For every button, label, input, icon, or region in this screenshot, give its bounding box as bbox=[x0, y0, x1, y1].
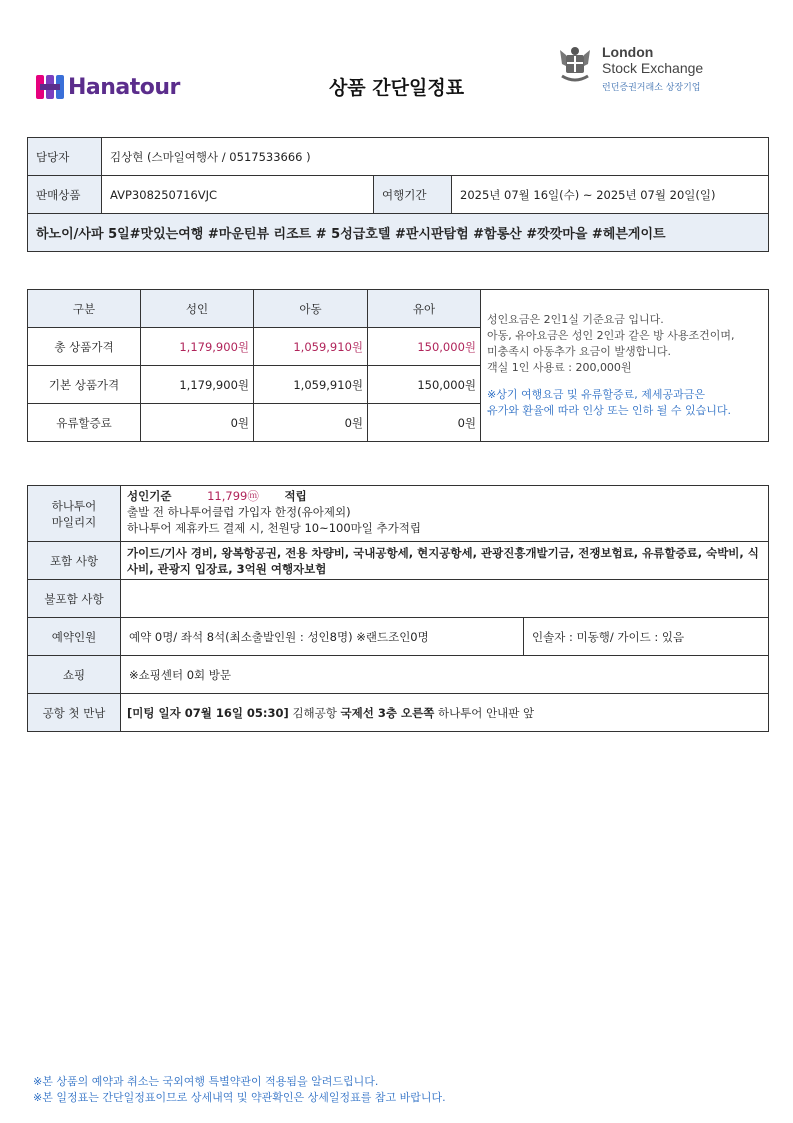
price-table bbox=[27, 289, 769, 442]
row-label: 총 상품가격 bbox=[28, 328, 141, 366]
included-label: 포함 사항 bbox=[28, 542, 121, 580]
manager-value: 김상현 (스마일여행사 / 0517533666 ) bbox=[102, 138, 769, 176]
row-label: 기본 상품가격 bbox=[28, 366, 141, 404]
booking-value: 예약 0명/ 좌석 8석(최소출발인원 : 성인8명) ※랜드조인0명 bbox=[121, 618, 524, 656]
travel-period-label: 여행기간 bbox=[374, 176, 452, 214]
price-note-line: 성인요금은 2인1실 기준요금 입니다. bbox=[487, 313, 664, 326]
infant-price: 150,000원 bbox=[368, 366, 481, 404]
mileage-label bbox=[28, 486, 121, 542]
product-code-label: 판매상품 bbox=[28, 176, 102, 214]
lse-name-line1: London bbox=[602, 44, 654, 60]
shopping-label: 쇼핑 bbox=[28, 656, 121, 694]
lse-crest-icon bbox=[556, 44, 594, 84]
mileage-earn: 적립 bbox=[284, 489, 307, 503]
product-title: 하노이/사파 5일#맛있는여행 #마운틴뷰 리조트 # 5성급호텔 #판시판탐험 #함롱산 #깟깟마을 #헤븐게이트 bbox=[28, 214, 769, 252]
price-warning bbox=[487, 387, 768, 419]
booking-label: 예약인원 bbox=[28, 618, 121, 656]
price-header-adult: 성인 bbox=[141, 290, 254, 328]
travel-period-value: 2025년 07월 16일(수) ~ 2025년 07월 20일(일) bbox=[452, 176, 769, 214]
lse-listed-caption: 런던증권거래소 상장기업 bbox=[602, 83, 701, 93]
adult-price: 0원 bbox=[141, 404, 254, 442]
infant-price: 0원 bbox=[368, 404, 481, 442]
child-price: 0원 bbox=[254, 404, 368, 442]
price-warning-line: ※상기 여행요금 및 유류할증료, 제세공과금은 bbox=[487, 388, 705, 401]
adult-price: 1,179,900원 bbox=[141, 366, 254, 404]
price-header-category: 구분 bbox=[28, 290, 141, 328]
price-header-infant: 유아 bbox=[368, 290, 481, 328]
product-code-value: AVP308250716VJC bbox=[102, 176, 374, 214]
excluded-label: 불포함 사항 bbox=[28, 580, 121, 618]
escort-value: 인솔자 : 미동행/ 가이드 : 있음 bbox=[524, 618, 769, 656]
meeting-sign: 하나투어 안내판 앞 bbox=[434, 705, 535, 720]
meeting-airport: 김해공항 bbox=[288, 705, 341, 720]
mileage-basis: 성인기준 bbox=[127, 489, 172, 503]
price-note bbox=[481, 290, 769, 442]
price-header-child: 아동 bbox=[254, 290, 368, 328]
footer-line: ※본 일정표는 간단일정표이므로 상세내역 및 약관확인은 상세일정표를 참고 바랍니다. bbox=[33, 1091, 446, 1104]
mileage-label-line: 하나투어 bbox=[51, 498, 97, 513]
infant-price: 150,000원 bbox=[368, 328, 481, 366]
footer-line: ※본 상품의 예약과 취소는 국외여행 특별약관이 적용됨을 알려드립니다. bbox=[33, 1075, 379, 1088]
mileage-value bbox=[121, 486, 769, 542]
included-value: 가이드/기사 경비, 왕복항공권, 전용 차량비, 국내공항세, 현지공항세, 관광진흥개발기금, 전쟁보험료, 유류할증료, 숙박비, 식사비, 관광지 입장료, 3억원 여행자보험 bbox=[121, 542, 769, 580]
hanatour-wordmark: Hanatour bbox=[68, 74, 180, 100]
page-title: 상품 간단일정표 bbox=[328, 77, 465, 99]
meeting-location: 국제선 3층 오른쪽 bbox=[340, 705, 435, 720]
shopping-value: ※쇼핑센터 0회 방문 bbox=[121, 656, 769, 694]
meeting-date: [미팅 일자 07월 16일 05:30] bbox=[127, 705, 289, 720]
mileage-card-bonus: 하나투어 제휴카드 결제 시, 천원당 10~100마일 추가적립 bbox=[127, 521, 421, 535]
child-price: 1,059,910원 bbox=[254, 366, 368, 404]
excluded-value bbox=[121, 580, 769, 618]
lse-name-line2: Stock Exchange bbox=[602, 60, 704, 76]
adult-price: 1,179,900원 bbox=[141, 328, 254, 366]
manager-label: 담당자 bbox=[28, 138, 102, 176]
price-note-line: 미충족시 아동추가 요금이 발생합니다. bbox=[487, 345, 672, 358]
meeting-value bbox=[121, 694, 769, 732]
mileage-amount: 11,799ⓜ bbox=[207, 489, 259, 503]
row-label: 유류할증료 bbox=[28, 404, 141, 442]
product-info-table bbox=[27, 137, 769, 252]
footer-notice bbox=[33, 1074, 446, 1106]
mileage-condition: 출발 전 하나투어클럽 가입자 한정(유아제외) bbox=[127, 505, 351, 519]
meeting-label: 공항 첫 만남 bbox=[28, 694, 121, 732]
lse-logo bbox=[556, 44, 703, 93]
mileage-label-line: 마일리지 bbox=[51, 514, 97, 529]
price-note-line: 아동, 유아요금은 성인 2인과 같은 방 사용조건이며, bbox=[487, 329, 735, 342]
details-table bbox=[27, 485, 769, 732]
child-price: 1,059,910원 bbox=[254, 328, 368, 366]
price-warning-line: 유가와 환율에 따라 인상 또는 인하 될 수 있습니다. bbox=[487, 404, 731, 417]
price-note-line: 객실 1인 사용료 : 200,000원 bbox=[487, 361, 632, 374]
